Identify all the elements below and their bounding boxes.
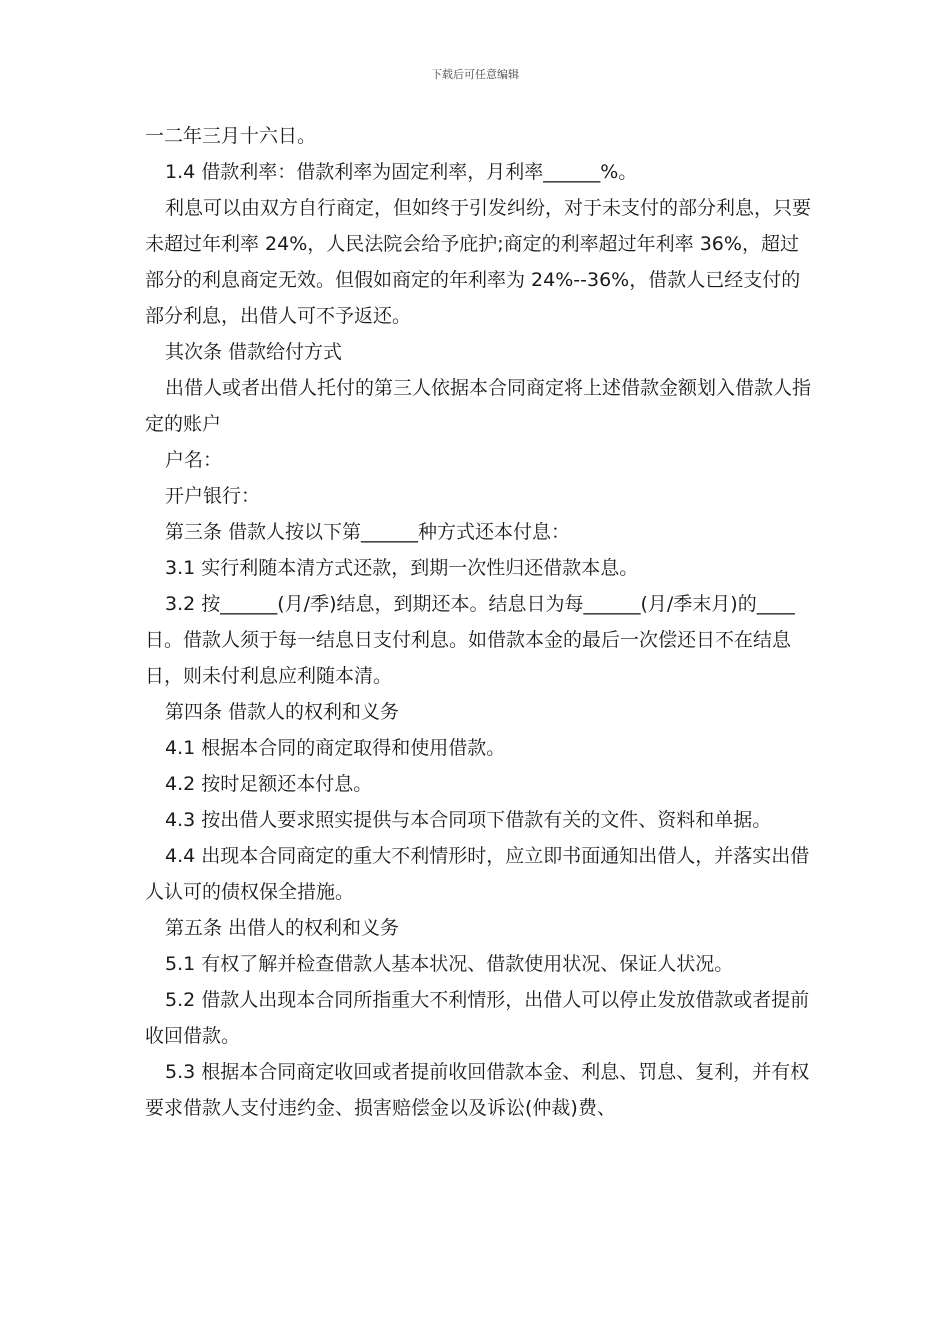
paragraph: 一二年三月十六日。 [145, 125, 317, 147]
paragraph: 5.3 根据本合同商定收回或者提前收回借款本金、利息、罚息、复利，并有权要求借款人支付违约金、损害赔偿金以及诉讼(仲裁)费、 [145, 1061, 810, 1119]
section-heading: 第四条 借款人的权利和义务 [165, 701, 400, 723]
page-header: 下载后可任意编辑 [431, 68, 519, 81]
section-heading: 第五条 出借人的权利和义务 [165, 917, 400, 939]
paragraph: 3.1 实行利随本清方式还款，到期一次性归还借款本息。 [165, 557, 639, 579]
paragraph: 5.2 借款人出现本合同所指重大不利情形，出借人可以停止发放借款或者提前收回借款。 [145, 989, 810, 1047]
paragraph: 4.4 出现本合同商定的重大不利情形时，应立即书面通知出借人，并落实出借人认可的债权保全措施。 [145, 845, 810, 903]
paragraph: 4.2 按时足额还本付息。 [165, 773, 373, 795]
paragraph: 4.1 根据本合同的商定取得和使用借款。 [165, 737, 506, 759]
document-body [145, 118, 815, 1126]
section-heading: 其次条 借款给付方式 [165, 341, 343, 363]
paragraph: 出借人或者出借人托付的第三人依据本合同商定将上述借款金额划入借款人指定的账户 [145, 377, 812, 435]
paragraph: 开户银行： [165, 485, 261, 507]
paragraph: 5.1 有权了解并检查借款人基本状况、借款使用状况、保证人状况。 [165, 953, 734, 975]
paragraph: 4.3 按出借人要求照实提供与本合同项下借款有关的文件、资料和单据。 [165, 809, 772, 831]
paragraph: 利息可以由双方自行商定，但如终于引发纠纷，对于未支付的部分利息，只要未超过年利率 24%，人民法院会给予庇护;商定的利率超过年利率 36%，超过部分的利息商定无效。但假如商定的年利率为 24%--36%，借款人已经支付的部分利息，出借人可不予返还。 [145, 197, 812, 327]
section-heading: 第三条 借款人按以下第______种方式还本付息： [165, 521, 571, 543]
paragraph: 3.2 按______(月/季)结息，到期还本。结息日为每______(月/季末月)的____日。借款人须于每一结息日支付利息。如借款本金的最后一次偿还日不在结息日，则未付利息应利随本清。 [145, 593, 795, 687]
paragraph: 1.4 借款利率：借款利率为固定利率，月利率______%。 [165, 161, 638, 183]
paragraph: 户名： [165, 449, 223, 471]
